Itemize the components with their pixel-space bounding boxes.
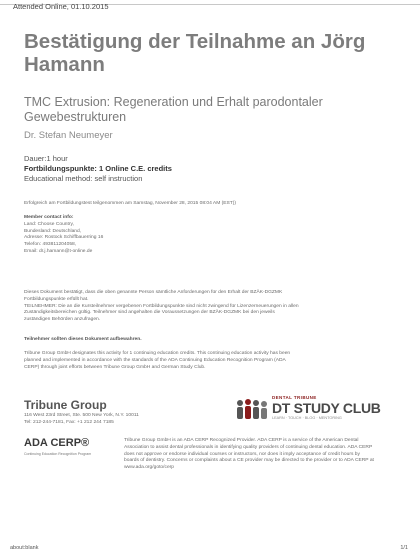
dt-study-club-name: DT STUDY CLUB — [272, 400, 381, 416]
paragraph-line: www.ada.org/goto/cerp — [124, 465, 175, 471]
educational-method: Educational method: self instruction — [24, 174, 143, 183]
contact-line: Adresse: Rostock Schiffbauerring 16 — [24, 235, 104, 241]
ada-cerp-name: ADA CERP® — [24, 437, 90, 449]
tribune-address — [24, 413, 194, 427]
course-author: Dr. Stefan Neumeyer — [24, 130, 113, 141]
page-number: 1/1 — [400, 545, 408, 551]
course-info — [24, 154, 172, 184]
footer-url: about:blank — [10, 545, 39, 551]
paragraph-line: Fortbildungspunkte erfüllt hat. — [24, 296, 89, 302]
paragraph-line: planned and implemented in accordance with the standards of the ADA Continuing Education Recognition Program (ADA — [24, 357, 286, 363]
duration: Dauer:1 hour — [24, 154, 68, 163]
paragraph-line: does not approve or endorse individual courses or instructors, nor does it imply acceptance of credit hours by — [124, 451, 360, 457]
member-contact — [24, 215, 224, 256]
credit-points: Fortbildungspunkte: 1 Online C.E. credits — [24, 164, 172, 173]
people-icon — [234, 397, 270, 421]
paragraph-line: Zuständigkeitsbereichen gültig. Teilnehmer sind angehalten die Voraussetzungen der BZÄK-DGZMK bei den jeweils — [24, 310, 275, 316]
tribune-paragraph — [24, 351, 396, 371]
paragraph-line: TEILNEHMER: Die an die Kursteilnehmer vergebenen Fortbildungspunkte sind nicht zwingend für Lizenzerneuerungen in allen — [24, 303, 299, 309]
paragraph-line: zuständigen Behörden anzufragen. — [24, 317, 101, 323]
paragraph-line: CERP) through joint efforts between Tribune Group GmbH and German Study Club. — [24, 364, 206, 370]
dt-study-club-tagline: LEARN · TOUCH · BLOG · MENTORING — [272, 416, 342, 420]
address-line: Tel: 212-244-7181, Fax: +1 212 244 7185 — [24, 419, 114, 425]
dental-tribune-label: DENTAL TRIBUNE — [272, 395, 317, 400]
ada-cerp-subtitle: Continuing Education Recognition Program — [24, 452, 92, 456]
course-title: TMC Extrusion: Regeneration und Erhalt parodontaler Gewebestrukturen — [24, 95, 323, 124]
test-success-line: Erfolgreich am Fortbildungstest teilgenommen am Samstag, November 28, 2015 08:04 AM (EST)) — [24, 201, 237, 206]
paragraph-line: Tribune Group GmbH is an ADA CERP Recognized Provider. ADA CERP is a service of the American Dental — [124, 438, 359, 443]
confirmation-paragraph — [24, 290, 396, 324]
paragraph-line: Dieses Dokument bestätigt, dass die oben genannte Person sämtliche Anforderungen für den Erhalt der BZÄK-DGZMK — [24, 290, 283, 295]
paragraph-line: Tribune Group GmbH designates this activity for 1 continuing education credits. This continuing education activity has been — [24, 351, 291, 356]
paragraph-line: boards of dentistry. Concerns or complaints about a CE provider may be directed to the provider or to ADA CERP at — [124, 458, 374, 464]
contact-line: Telefon: 493811204058, — [24, 242, 77, 248]
keep-document-note: Teilnehmer sollten dieses Dokument aufbewahren. — [24, 337, 142, 342]
contact-line: Land: Choose Country, — [24, 221, 74, 227]
tribune-group-name: Tribune Group — [24, 398, 107, 412]
ada-paragraph — [124, 438, 396, 472]
contact-line: Email: dr.j.hamann@t-online.de — [24, 248, 93, 254]
attended-date: Attended Online, 01.10.2015 — [13, 2, 109, 11]
paragraph-line: Association to assist dental professionals in identifying quality providers of continuing dental education. ADA CERP — [124, 444, 373, 450]
address-line: 116 West 23rd Street, Ste. 500 New York, N.Y. 10011 — [24, 413, 139, 418]
ada-cerp-logo — [24, 437, 104, 459]
contact-line: Bundesland: Deutschland, — [24, 228, 82, 234]
dt-study-club-logo — [234, 395, 394, 425]
contact-label: Member contact info: — [24, 215, 74, 220]
certificate-title: Bestätigung der Teilnahme an Jörg Hamann — [24, 30, 366, 76]
